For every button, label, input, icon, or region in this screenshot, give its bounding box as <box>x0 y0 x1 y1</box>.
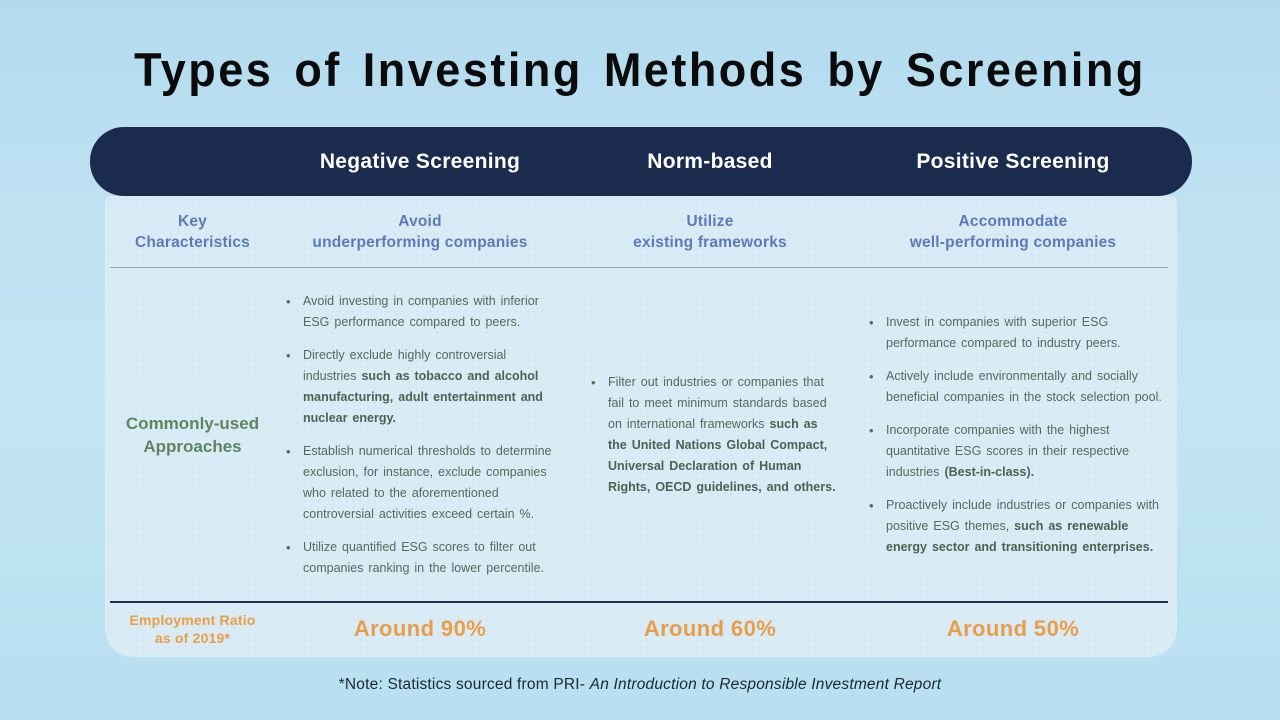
kc-positive-line1: Accommodate <box>958 213 1068 230</box>
key-characteristic-positive <box>858 196 1168 268</box>
bullet-text: Actively include environmentally and socially beneficial companies in the stock selection pool. <box>886 368 1162 404</box>
row-label-employment-ratio <box>105 603 280 655</box>
bullet-text-bold: (Best-in-class). <box>944 464 1035 479</box>
kc-negative-line1: Avoid <box>398 213 442 230</box>
employment-label-line1: Employment Ratio <box>129 612 256 628</box>
bullet-text: Filter out industries or companies that fail to meet minimum standards based on international frameworks <box>608 374 827 431</box>
kc-positive-line2: well-performing companies <box>909 234 1117 251</box>
bullet-text: Proactively include industries or companies with positive ESG themes, <box>886 497 1159 533</box>
approaches-label-line2: Approaches <box>143 436 242 456</box>
bullet-text: Incorporate companies with the highest quantitative ESG scores in their respective industries <box>886 422 1130 479</box>
bullet-text: Directly exclude highly controversial industries <box>303 347 507 383</box>
bullet-text-bold: such as the United Nations Global Compact, Universal Declaration of Human Rights, OECD guidelines, and others. <box>608 416 836 494</box>
bullet-item <box>866 420 1168 483</box>
key-characteristic-negative <box>282 196 558 268</box>
header-cell-norm-based: Norm-based <box>647 149 773 173</box>
employment-label-line2: as of 2019* <box>154 630 231 646</box>
bullet-item <box>866 312 1168 354</box>
table-header-bar <box>90 127 1192 196</box>
kc-norm-line2: existing frameworks <box>633 234 787 251</box>
bullet-item <box>283 537 559 579</box>
bullet-item <box>866 366 1168 408</box>
key-characteristics-label-line1: Key <box>177 213 208 230</box>
footnote-prefix: *Note: Statistics sourced from PRI- <box>338 676 590 693</box>
kc-negative-line2: underperforming companies <box>312 234 528 251</box>
row-label-commonly-used-approaches <box>105 268 280 601</box>
employment-value-positive: Around 50% <box>946 616 1080 641</box>
bullet-list-positive-screening <box>866 268 1168 601</box>
bullet-item <box>283 345 559 429</box>
header-cell-positive-screening: Positive Screening <box>916 149 1110 173</box>
bullet-item <box>866 495 1168 558</box>
footnote <box>0 676 1280 694</box>
row-label-key-characteristics <box>105 196 280 268</box>
kc-norm-line1: Utilize <box>686 213 734 230</box>
bullet-list-norm-based <box>588 268 840 601</box>
employment-value-norm: Around 60% <box>643 616 777 641</box>
footnote-source-title: An Introduction to Responsible Investment Report <box>589 676 942 693</box>
page-title: Types of Investing Methods by Screening <box>134 42 1146 97</box>
key-characteristics-label-line2: Characteristics <box>134 234 250 251</box>
bullet-text-bold: such as renewable energy sector and transitioning enterprises. <box>886 518 1154 554</box>
bullet-item <box>588 372 840 498</box>
approaches-label-line1: Commonly-used <box>125 413 260 433</box>
employment-value-negative: Around 90% <box>353 616 487 641</box>
header-cell-negative-screening: Negative Screening <box>319 149 521 173</box>
bullet-text: Utilize quantified ESG scores to filter out companies ranking in the lower percentile. <box>303 539 544 575</box>
bullet-text: Avoid investing in companies with inferior ESG performance compared to peers. <box>303 293 539 329</box>
bullet-item <box>283 441 559 525</box>
bullet-item <box>283 291 559 333</box>
bullet-list-negative-screening <box>283 268 559 601</box>
key-characteristic-norm <box>570 196 850 268</box>
bullet-text-bold: such as tobacco and alcohol manufacturing, adult entertainment and nuclear energy. <box>303 368 543 425</box>
bullet-text: Establish numerical thresholds to determine exclusion, for instance, exclude companies who related to the aforementioned controversial activities exceed certain %. <box>303 443 552 521</box>
bullet-text: Invest in companies with superior ESG performance compared to industry peers. <box>886 314 1121 350</box>
